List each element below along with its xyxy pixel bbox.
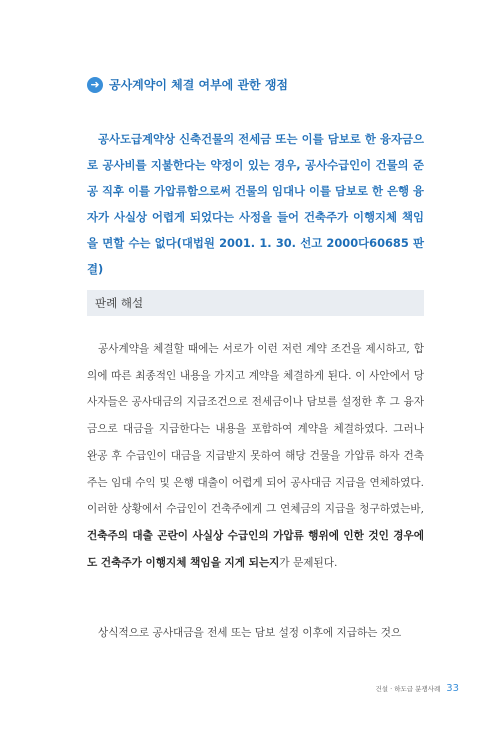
page-number: 33 [446,683,459,694]
section-heading [87,76,288,93]
commentary-text-tail: 가 문제된다. [279,556,338,569]
commentary-emphasis: 건축주의 대출 곤란이 사실상 수급인의 가압류 행위에 인한 것인 경우에도 건축주가 이행지체 책임을 지게 되는지 [87,529,424,569]
footer-label: 건설 · 하도급 분쟁사례 [375,685,441,693]
commentary-heading-box [87,290,424,316]
arrow-right-circle-icon: ➜ [87,77,103,93]
commentary-text: 공사계약을 체결할 때에는 서로가 이런 저런 계약 조건을 제시하고, 합의에 따른 최종적인 내용을 가지고 계약을 체결하게 된다. 이 사안에서 당사자들은 공사대금의 지급조건으로 전세금이나 담보를 설정한 후 그 융자금으로 대금을 지급한다는 내용을 포함하여 계약을 체결하였다. 그러나 완공 후 수급인이 대금을 지급받지 못하여 해당 건물을 가압류 하자 건축주는 임대 수익 및 은행 대출이 어렵게 되어 공사대금 지급을 연체하였다. 이러한 상황에서 수급인이 건축주에게 그 연체금의 지급을 청구하였는바, [87,343,424,516]
commentary-paragraph-2: 상식적으로 공사대금을 전세 또는 담보 설정 이후에 지급하는 것으 [98,627,402,639]
section-title: 공사계약이 체결 여부에 관한 쟁점 [109,78,289,92]
page-footer [375,683,459,694]
commentary-paragraph [87,336,424,576]
commentary-heading: 판례 해설 [95,296,144,310]
ruling-summary: 공사도급계약상 신축건물의 전세금 또는 이를 담보로 한 융자금으로 공사비를 지불한다는 약정이 있는 경우, 공사수급인이 건물의 준공 직후 이를 가압류함으로써 건물의 임대나 이를 담보로 한 은행 융자가 사실상 어렵게 되었다는 사정을 들어 건축주가 이행지체 책임을 면할 수는 없다(대법원 2001. 1. 30. 선고 2000다60685 판결) [87,132,424,276]
